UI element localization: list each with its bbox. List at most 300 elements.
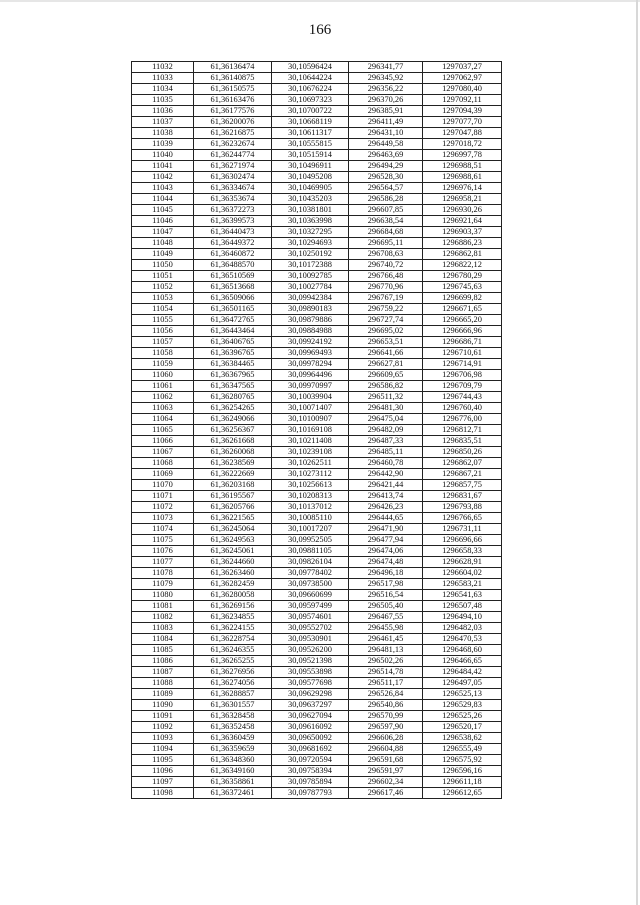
latitude-cell: 61,36234855 [194, 612, 272, 623]
latitude-cell: 61,36265255 [194, 656, 272, 667]
latitude-cell: 61,36245064 [194, 524, 272, 535]
table-row [132, 645, 502, 656]
latitude-cell: 61,36280765 [194, 392, 272, 403]
x-coordinate-cell: 296617,46 [349, 788, 423, 799]
point-number-cell: 11061 [132, 381, 194, 392]
x-coordinate-cell: 296638,54 [349, 216, 423, 227]
longitude-cell: 30,09738500 [272, 579, 349, 590]
x-coordinate-cell: 296708,63 [349, 249, 423, 260]
latitude-cell: 61,36256367 [194, 425, 272, 436]
latitude-cell: 61,36280058 [194, 590, 272, 601]
y-coordinate-cell: 1296886,23 [423, 238, 502, 249]
latitude-cell: 61,36510569 [194, 271, 272, 282]
point-number-cell: 11092 [132, 722, 194, 733]
x-coordinate-cell: 296591,68 [349, 755, 423, 766]
table-row [132, 106, 502, 117]
x-coordinate-cell: 296627,81 [349, 359, 423, 370]
longitude-cell: 30,10256613 [272, 480, 349, 491]
latitude-cell: 61,36238569 [194, 458, 272, 469]
longitude-cell: 30,09879886 [272, 315, 349, 326]
y-coordinate-cell: 1296466,65 [423, 656, 502, 667]
point-number-cell: 11045 [132, 205, 194, 216]
longitude-cell: 30,09826104 [272, 557, 349, 568]
longitude-cell: 30,10700722 [272, 106, 349, 117]
x-coordinate-cell: 296431,10 [349, 128, 423, 139]
x-coordinate-cell: 296370,26 [349, 95, 423, 106]
point-number-cell: 11039 [132, 139, 194, 150]
y-coordinate-cell: 1296665,20 [423, 315, 502, 326]
table-row [132, 326, 502, 337]
table-row [132, 755, 502, 766]
table-row [132, 469, 502, 480]
latitude-cell: 61,36205766 [194, 502, 272, 513]
longitude-cell: 30,10495208 [272, 172, 349, 183]
y-coordinate-cell: 1297037,27 [423, 62, 502, 73]
point-number-cell: 11085 [132, 645, 194, 656]
table-row [132, 766, 502, 777]
y-coordinate-cell: 1296596,16 [423, 766, 502, 777]
longitude-cell: 30,09552702 [272, 623, 349, 634]
x-coordinate-cell: 296477,94 [349, 535, 423, 546]
y-coordinate-cell: 1297080,40 [423, 84, 502, 95]
longitude-cell: 30,10169108 [272, 425, 349, 436]
latitude-cell: 61,36203168 [194, 480, 272, 491]
latitude-cell: 61,36288857 [194, 689, 272, 700]
longitude-cell: 30,09970997 [272, 381, 349, 392]
table-row [132, 216, 502, 227]
table-row [132, 161, 502, 172]
point-number-cell: 11047 [132, 227, 194, 238]
point-number-cell: 11075 [132, 535, 194, 546]
table-row [132, 183, 502, 194]
latitude-cell: 61,36334674 [194, 183, 272, 194]
point-number-cell: 11035 [132, 95, 194, 106]
longitude-cell: 30,10017207 [272, 524, 349, 535]
longitude-cell: 30,10676224 [272, 84, 349, 95]
latitude-cell: 61,36509066 [194, 293, 272, 304]
table-row [132, 139, 502, 150]
y-coordinate-cell: 1296988,61 [423, 172, 502, 183]
longitude-cell: 30,09521398 [272, 656, 349, 667]
x-coordinate-cell: 296345,92 [349, 73, 423, 84]
table-row [132, 513, 502, 524]
point-number-cell: 11086 [132, 656, 194, 667]
longitude-cell: 30,09681692 [272, 744, 349, 755]
point-number-cell: 11098 [132, 788, 194, 799]
y-coordinate-cell: 1296628,91 [423, 557, 502, 568]
point-number-cell: 11079 [132, 579, 194, 590]
longitude-cell: 30,10697323 [272, 95, 349, 106]
point-number-cell: 11088 [132, 678, 194, 689]
table-row [132, 458, 502, 469]
x-coordinate-cell: 296684,68 [349, 227, 423, 238]
point-number-cell: 11069 [132, 469, 194, 480]
longitude-cell: 30,09787793 [272, 788, 349, 799]
y-coordinate-cell: 1296776,00 [423, 414, 502, 425]
point-number-cell: 11095 [132, 755, 194, 766]
latitude-cell: 61,36271974 [194, 161, 272, 172]
longitude-cell: 30,10137012 [272, 502, 349, 513]
table-row [132, 315, 502, 326]
x-coordinate-cell: 296460,78 [349, 458, 423, 469]
longitude-cell: 30,10294693 [272, 238, 349, 249]
longitude-cell: 30,10071407 [272, 403, 349, 414]
point-number-cell: 11077 [132, 557, 194, 568]
x-coordinate-cell: 296481,30 [349, 403, 423, 414]
x-coordinate-cell: 296482,09 [349, 425, 423, 436]
point-number-cell: 11080 [132, 590, 194, 601]
point-number-cell: 11073 [132, 513, 194, 524]
longitude-cell: 30,09577698 [272, 678, 349, 689]
y-coordinate-cell: 1296525,13 [423, 689, 502, 700]
latitude-cell: 61,36501165 [194, 304, 272, 315]
table-row [132, 392, 502, 403]
table-row [132, 667, 502, 678]
x-coordinate-cell: 296653,51 [349, 337, 423, 348]
latitude-cell: 61,36269156 [194, 601, 272, 612]
table-row [132, 414, 502, 425]
table-row [132, 656, 502, 667]
y-coordinate-cell: 1297047,88 [423, 128, 502, 139]
x-coordinate-cell: 296385,91 [349, 106, 423, 117]
latitude-cell: 61,36352458 [194, 722, 272, 733]
latitude-cell: 61,36244660 [194, 557, 272, 568]
point-number-cell: 11066 [132, 436, 194, 447]
latitude-cell: 61,36302474 [194, 172, 272, 183]
x-coordinate-cell: 296341,77 [349, 62, 423, 73]
y-coordinate-cell: 1297092,11 [423, 95, 502, 106]
table-row [132, 150, 502, 161]
y-coordinate-cell: 1296850,26 [423, 447, 502, 458]
x-coordinate-cell: 296695,11 [349, 238, 423, 249]
y-coordinate-cell: 1296541,63 [423, 590, 502, 601]
point-number-cell: 11046 [132, 216, 194, 227]
x-coordinate-cell: 296516,54 [349, 590, 423, 601]
latitude-cell: 61,36263460 [194, 568, 272, 579]
y-coordinate-cell: 1296714,91 [423, 359, 502, 370]
point-number-cell: 11049 [132, 249, 194, 260]
longitude-cell: 30,09778402 [272, 568, 349, 579]
point-number-cell: 11040 [132, 150, 194, 161]
longitude-cell: 30,10092785 [272, 271, 349, 282]
point-number-cell: 11057 [132, 337, 194, 348]
point-number-cell: 11058 [132, 348, 194, 359]
latitude-cell: 61,36200076 [194, 117, 272, 128]
table-row [132, 678, 502, 689]
x-coordinate-cell: 296426,23 [349, 502, 423, 513]
longitude-cell: 30,09616092 [272, 722, 349, 733]
x-coordinate-cell: 296526,84 [349, 689, 423, 700]
latitude-cell: 61,36347565 [194, 381, 272, 392]
latitude-cell: 61,36349160 [194, 766, 272, 777]
latitude-cell: 61,36367965 [194, 370, 272, 381]
point-number-cell: 11044 [132, 194, 194, 205]
latitude-cell: 61,36359659 [194, 744, 272, 755]
x-coordinate-cell: 296727,74 [349, 315, 423, 326]
table-row [132, 73, 502, 84]
latitude-cell: 61,36358861 [194, 777, 272, 788]
point-number-cell: 11062 [132, 392, 194, 403]
longitude-cell: 30,10668119 [272, 117, 349, 128]
y-coordinate-cell: 1296976,14 [423, 183, 502, 194]
table-row [132, 722, 502, 733]
table-row [132, 579, 502, 590]
point-number-cell: 11070 [132, 480, 194, 491]
latitude-cell: 61,36249066 [194, 414, 272, 425]
x-coordinate-cell: 296586,28 [349, 194, 423, 205]
y-coordinate-cell: 1296699,82 [423, 293, 502, 304]
table-row [132, 337, 502, 348]
longitude-cell: 30,09597499 [272, 601, 349, 612]
scan-top-edge [0, 0, 640, 2]
y-coordinate-cell: 1296831,67 [423, 491, 502, 502]
longitude-cell: 30,09720594 [272, 755, 349, 766]
latitude-cell: 61,36140875 [194, 73, 272, 84]
table-row [132, 381, 502, 392]
x-coordinate-cell: 296766,48 [349, 271, 423, 282]
latitude-cell: 61,36249563 [194, 535, 272, 546]
latitude-cell: 61,36513668 [194, 282, 272, 293]
longitude-cell: 30,09627094 [272, 711, 349, 722]
y-coordinate-cell: 1296494,10 [423, 612, 502, 623]
coordinates-table-body [132, 62, 502, 799]
table-row [132, 359, 502, 370]
x-coordinate-cell: 296606,28 [349, 733, 423, 744]
y-coordinate-cell: 1296857,75 [423, 480, 502, 491]
longitude-cell: 30,09637297 [272, 700, 349, 711]
point-number-cell: 11055 [132, 315, 194, 326]
longitude-cell: 30,10515914 [272, 150, 349, 161]
latitude-cell: 61,36440473 [194, 227, 272, 238]
x-coordinate-cell: 296740,72 [349, 260, 423, 271]
latitude-cell: 61,36245061 [194, 546, 272, 557]
y-coordinate-cell: 1296731,11 [423, 524, 502, 535]
point-number-cell: 11064 [132, 414, 194, 425]
x-coordinate-cell: 296767,19 [349, 293, 423, 304]
x-coordinate-cell: 296770,96 [349, 282, 423, 293]
table-row [132, 590, 502, 601]
longitude-cell: 30,10644224 [272, 73, 349, 84]
point-number-cell: 11065 [132, 425, 194, 436]
y-coordinate-cell: 1296612,65 [423, 788, 502, 799]
x-coordinate-cell: 296442,90 [349, 469, 423, 480]
y-coordinate-cell: 1297077,70 [423, 117, 502, 128]
y-coordinate-cell: 1296780,29 [423, 271, 502, 282]
latitude-cell: 61,36216875 [194, 128, 272, 139]
x-coordinate-cell: 296505,40 [349, 601, 423, 612]
longitude-cell: 30,10262511 [272, 458, 349, 469]
longitude-cell: 30,10273112 [272, 469, 349, 480]
y-coordinate-cell: 1296470,53 [423, 634, 502, 645]
x-coordinate-cell: 296474,06 [349, 546, 423, 557]
latitude-cell: 61,36488570 [194, 260, 272, 271]
longitude-cell: 30,09952505 [272, 535, 349, 546]
latitude-cell: 61,36244774 [194, 150, 272, 161]
point-number-cell: 11094 [132, 744, 194, 755]
page-number: 166 [308, 22, 332, 38]
point-number-cell: 11097 [132, 777, 194, 788]
y-coordinate-cell: 1296611,18 [423, 777, 502, 788]
x-coordinate-cell: 296591,97 [349, 766, 423, 777]
table-row [132, 249, 502, 260]
x-coordinate-cell: 296540,86 [349, 700, 423, 711]
point-number-cell: 11034 [132, 84, 194, 95]
table-row [132, 128, 502, 139]
table-row [132, 557, 502, 568]
longitude-cell: 30,10172388 [272, 260, 349, 271]
longitude-cell: 30,09660699 [272, 590, 349, 601]
y-coordinate-cell: 1296529,83 [423, 700, 502, 711]
latitude-cell: 61,36301557 [194, 700, 272, 711]
latitude-cell: 61,36372273 [194, 205, 272, 216]
point-number-cell: 11054 [132, 304, 194, 315]
longitude-cell: 30,10085110 [272, 513, 349, 524]
table-row [132, 194, 502, 205]
x-coordinate-cell: 296444,65 [349, 513, 423, 524]
table-row [132, 777, 502, 788]
longitude-cell: 30,09884988 [272, 326, 349, 337]
y-coordinate-cell: 1296760,40 [423, 403, 502, 414]
y-coordinate-cell: 1296520,17 [423, 722, 502, 733]
x-coordinate-cell: 296449,58 [349, 139, 423, 150]
longitude-cell: 30,10363998 [272, 216, 349, 227]
latitude-cell: 61,36384465 [194, 359, 272, 370]
x-coordinate-cell: 296356,22 [349, 84, 423, 95]
y-coordinate-cell: 1297018,72 [423, 139, 502, 150]
point-number-cell: 11052 [132, 282, 194, 293]
longitude-cell: 30,10611317 [272, 128, 349, 139]
table-row [132, 480, 502, 491]
longitude-cell: 30,09650092 [272, 733, 349, 744]
point-number-cell: 11072 [132, 502, 194, 513]
x-coordinate-cell: 296413,74 [349, 491, 423, 502]
longitude-cell: 30,09530901 [272, 634, 349, 645]
y-coordinate-cell: 1296686,71 [423, 337, 502, 348]
latitude-cell: 61,36274056 [194, 678, 272, 689]
table-row [132, 205, 502, 216]
longitude-cell: 30,10239108 [272, 447, 349, 458]
point-number-cell: 11038 [132, 128, 194, 139]
x-coordinate-cell: 296586,82 [349, 381, 423, 392]
y-coordinate-cell: 1296812,71 [423, 425, 502, 436]
point-number-cell: 11093 [132, 733, 194, 744]
longitude-cell: 30,09924192 [272, 337, 349, 348]
longitude-cell: 30,10496911 [272, 161, 349, 172]
y-coordinate-cell: 1296468,60 [423, 645, 502, 656]
longitude-cell: 30,10596424 [272, 62, 349, 73]
y-coordinate-cell: 1296862,07 [423, 458, 502, 469]
latitude-cell: 61,36224155 [194, 623, 272, 634]
point-number-cell: 11096 [132, 766, 194, 777]
table-row [132, 546, 502, 557]
point-number-cell: 11081 [132, 601, 194, 612]
latitude-cell: 61,36406765 [194, 337, 272, 348]
x-coordinate-cell: 296455,98 [349, 623, 423, 634]
latitude-cell: 61,36221565 [194, 513, 272, 524]
latitude-cell: 61,36254265 [194, 403, 272, 414]
table-row [132, 689, 502, 700]
longitude-cell: 30,09758394 [272, 766, 349, 777]
coordinates-table-container [131, 61, 501, 799]
point-number-cell: 11074 [132, 524, 194, 535]
x-coordinate-cell: 296514,78 [349, 667, 423, 678]
point-number-cell: 11071 [132, 491, 194, 502]
latitude-cell: 61,36353674 [194, 194, 272, 205]
table-row [132, 293, 502, 304]
longitude-cell: 30,09978294 [272, 359, 349, 370]
longitude-cell: 30,09964496 [272, 370, 349, 381]
table-row [132, 502, 502, 513]
x-coordinate-cell: 296528,30 [349, 172, 423, 183]
latitude-cell: 61,36348360 [194, 755, 272, 766]
table-row [132, 348, 502, 359]
table-row [132, 172, 502, 183]
y-coordinate-cell: 1296766,65 [423, 513, 502, 524]
point-number-cell: 11036 [132, 106, 194, 117]
x-coordinate-cell: 296570,99 [349, 711, 423, 722]
x-coordinate-cell: 296641,66 [349, 348, 423, 359]
point-number-cell: 11032 [132, 62, 194, 73]
y-coordinate-cell: 1296671,65 [423, 304, 502, 315]
point-number-cell: 11056 [132, 326, 194, 337]
table-row [132, 425, 502, 436]
y-coordinate-cell: 1296658,33 [423, 546, 502, 557]
longitude-cell: 30,09942384 [272, 293, 349, 304]
y-coordinate-cell: 1296709,79 [423, 381, 502, 392]
y-coordinate-cell: 1296507,48 [423, 601, 502, 612]
table-row [132, 282, 502, 293]
y-coordinate-cell: 1296482,03 [423, 623, 502, 634]
point-number-cell: 11060 [132, 370, 194, 381]
longitude-cell: 30,10555815 [272, 139, 349, 150]
latitude-cell: 61,36396765 [194, 348, 272, 359]
point-number-cell: 11083 [132, 623, 194, 634]
x-coordinate-cell: 296602,34 [349, 777, 423, 788]
x-coordinate-cell: 296609,65 [349, 370, 423, 381]
point-number-cell: 11043 [132, 183, 194, 194]
y-coordinate-cell: 1296958,21 [423, 194, 502, 205]
table-row [132, 612, 502, 623]
longitude-cell: 30,09785894 [272, 777, 349, 788]
latitude-cell: 61,36460872 [194, 249, 272, 260]
y-coordinate-cell: 1296706,98 [423, 370, 502, 381]
latitude-cell: 61,36177576 [194, 106, 272, 117]
latitude-cell: 61,36282459 [194, 579, 272, 590]
longitude-cell: 30,10039904 [272, 392, 349, 403]
latitude-cell: 61,36472765 [194, 315, 272, 326]
y-coordinate-cell: 1296583,21 [423, 579, 502, 590]
table-row [132, 535, 502, 546]
y-coordinate-cell: 1296745,63 [423, 282, 502, 293]
y-coordinate-cell: 1297094,39 [423, 106, 502, 117]
latitude-cell: 61,36399573 [194, 216, 272, 227]
table-row [132, 733, 502, 744]
point-number-cell: 11041 [132, 161, 194, 172]
latitude-cell: 61,36195567 [194, 491, 272, 502]
longitude-cell: 30,09553898 [272, 667, 349, 678]
point-number-cell: 11084 [132, 634, 194, 645]
latitude-cell: 61,36222669 [194, 469, 272, 480]
x-coordinate-cell: 296511,17 [349, 678, 423, 689]
latitude-cell: 61,36246355 [194, 645, 272, 656]
table-row [132, 260, 502, 271]
point-number-cell: 11082 [132, 612, 194, 623]
longitude-cell: 30,10469905 [272, 183, 349, 194]
point-number-cell: 11068 [132, 458, 194, 469]
x-coordinate-cell: 296695,02 [349, 326, 423, 337]
table-row [132, 634, 502, 645]
x-coordinate-cell: 296463,69 [349, 150, 423, 161]
